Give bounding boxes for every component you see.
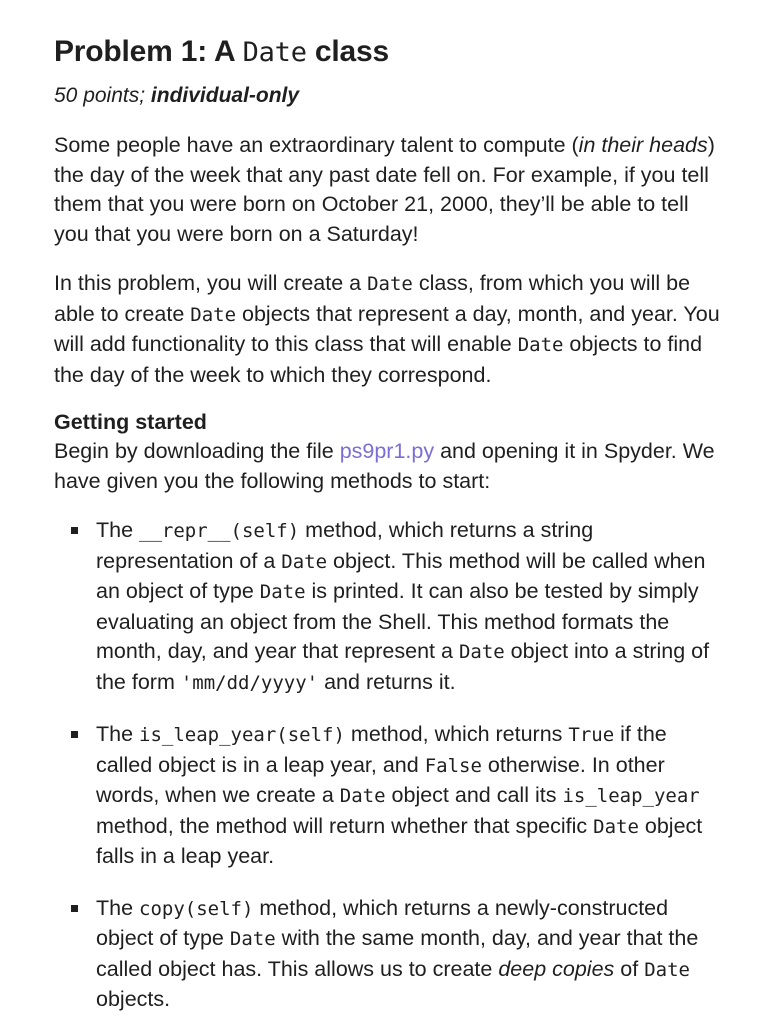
repr-code-1: __repr__(self) [139,520,300,542]
para2-text-4: objects to find the day of the week to which they correspond. [54,332,703,387]
title-prefix: Problem 1: A [54,35,243,68]
points-subtitle [54,81,728,111]
intro-text-2: ) the day of the week that any past date fell on. For example, if you tell them that you were born on October 21, 2000, they’ll be able to tell you that you were born on a Saturday! [54,133,715,246]
para2-text-1: In this problem, you will create a [54,271,368,295]
copy-text-2: method, which returns a newly-constructed object of type [96,895,669,950]
repr-text-6: and returns it. [318,669,456,694]
leap-text-1: The [96,722,140,746]
ps9pr1-file-link[interactable]: ps9pr1.py [339,439,435,463]
copy-code-1: copy(self) [139,897,254,920]
leap-code-4: Date [339,785,386,807]
copy-text-4: of [614,956,645,981]
mode-label: individual-only [150,84,300,107]
square-bullet-icon [71,905,78,912]
title-suffix: class [306,35,390,68]
square-bullet-icon [71,527,78,534]
intro-emphasis: in their heads [578,133,708,157]
para2-text-2: class, from which you will be able to create [54,271,691,326]
repr-text-1: The [96,518,140,542]
copy-text-3: with the same month, day, and year that the called object has. This allows us to create [96,926,699,981]
gs-text-1: Begin by downloading the file [54,439,340,463]
copy-text-1: The [96,895,140,920]
repr-code-4: Date [458,641,505,663]
points-label: 50 points; [54,84,151,107]
repr-code-2: Date [281,550,328,573]
para2-code-3: Date [517,334,564,356]
leap-code-1: is_leap_year(self) [139,724,345,746]
provided-methods-list [54,516,728,1015]
title-code: Date [242,37,307,68]
leap-text-2: method, which returns [344,722,569,746]
problem-paragraph [54,269,728,390]
list-item-copy-method [54,894,728,1015]
leap-text-5: object and call its [385,783,563,807]
getting-started-paragraph [54,437,728,496]
repr-text-5: object into a string of the form [96,639,710,694]
list-item-repr-method [54,516,728,698]
repr-text-4: is printed. It can also be tested by simply evaluating an object from the Shell. This method formats the month, day, and year that represent a [96,579,699,663]
repr-code-3: Date [259,581,306,603]
copy-code-3: Date [644,958,690,981]
repr-text-3: object. This method will be called when an object of type [96,548,706,603]
square-bullet-icon [71,731,78,738]
leap-code-2: True [568,724,615,746]
list-item-leap-year-method [54,720,728,872]
intro-paragraph [54,131,728,249]
gs-text-2: and opening it in Spyder. We have given you the following methods to start: [54,439,715,493]
repr-code-5: 'mm/dd/yyyy' [180,671,319,694]
para2-text-3: objects that represent a day, month, and year. You will add functionality to this class that will enable [54,301,720,356]
getting-started-heading: Getting started [54,410,207,434]
leap-text-6: method, the method will return whether that specific [96,813,594,838]
leap-text-4: otherwise. In other words, when we create a [96,752,665,807]
copy-text-5: objects. [96,987,171,1011]
leap-code-5: is_leap_year [562,785,700,807]
repr-text-2: method, which returns a string representation of a [96,518,594,573]
leap-text-7: object falls in a leap year. [96,813,703,868]
copy-code-2: Date [229,928,276,950]
leap-code-6: Date [593,815,639,838]
copy-emphasis: deep copies [498,956,615,981]
intro-text-1: Some people have an extraordinary talent to compute ( [54,133,579,157]
para2-code-2: Date [190,303,237,326]
leap-text-3: if the called object is in a leap year, and [96,722,667,777]
page-title [54,30,728,75]
para2-code-1: Date [367,273,413,295]
leap-code-3: False [424,754,482,777]
